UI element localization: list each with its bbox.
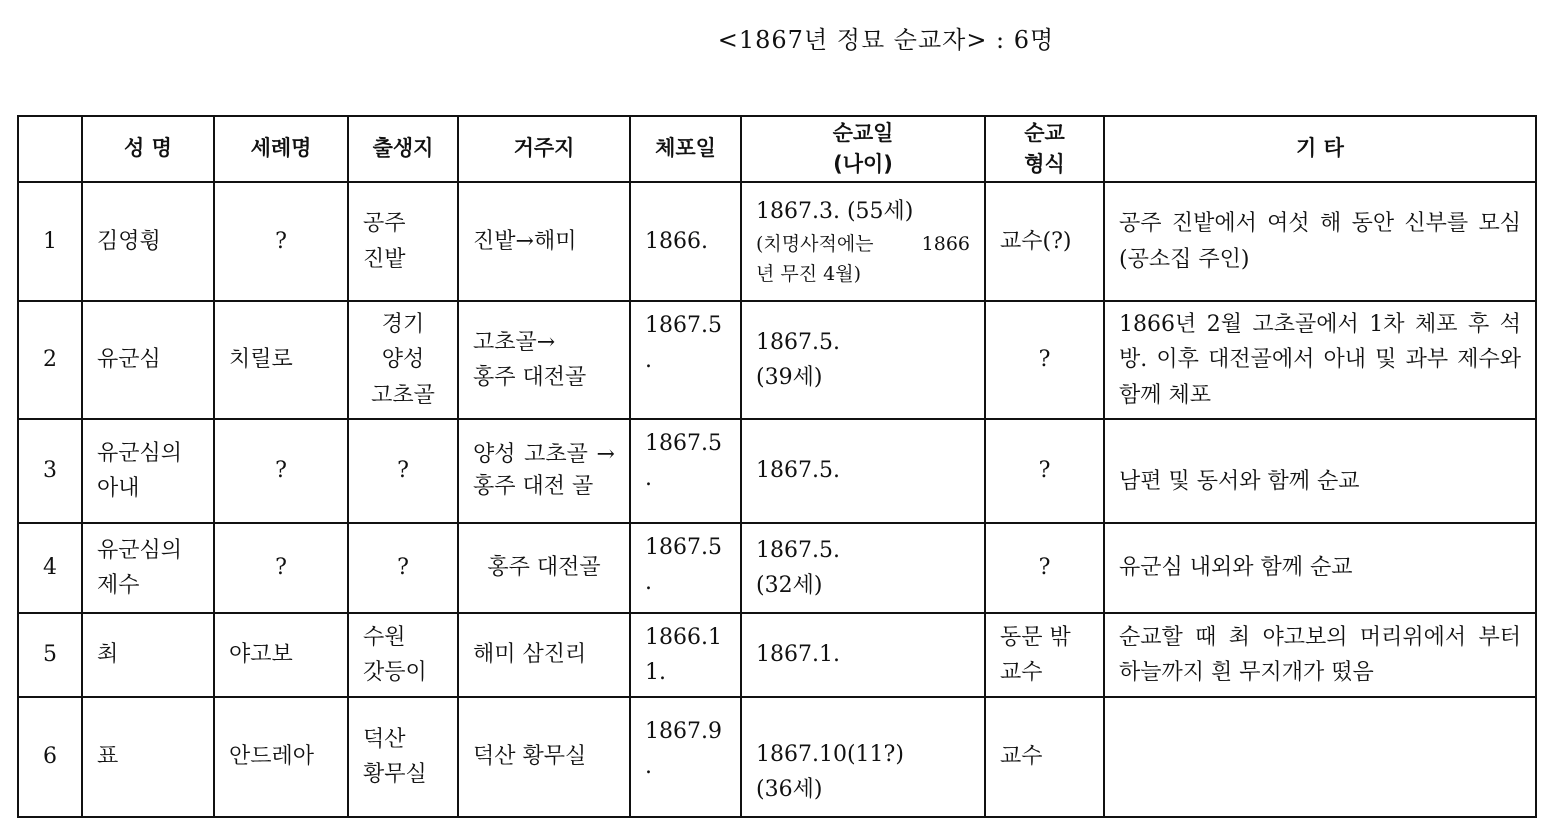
name-cell: 최 [82,613,214,697]
birthplace-cell: ? [348,419,458,523]
name-cell: 유군심 [82,301,214,419]
residence-cell: 홍주 대전골 [458,523,630,613]
baptismal-name-cell: 치릴로 [214,301,348,419]
martyrdom-date-line2: (39세) [756,365,823,390]
header-name: 성 명 [82,116,214,182]
martyrdom-date-line1: 1867.10(11?) [756,741,904,767]
header-martyrdom-form-line1: 순교 [1024,120,1065,145]
row-number: 6 [18,697,82,817]
martyrdom-date-cell: 1867.5. [741,419,985,523]
table-row [18,419,1536,523]
birthplace-cell: 수원 갓등이 [348,613,458,697]
table-row [18,301,1536,419]
residence-cell: 고초골→ 홍주 대전골 [458,301,630,419]
birthplace-cell: 공주 진밭 [348,182,458,301]
martyrdom-form-cell: ? [985,419,1104,523]
baptismal-name-cell: ? [214,523,348,613]
header-row [18,116,1536,182]
residence-cell: 해미 삼진리 [458,613,630,697]
residence-cell: 양성 고초골 →홍주 대전 골 [458,419,630,523]
row-number: 4 [18,523,82,613]
residence-cell: 진밭→해미 [458,182,630,301]
etc-cell: 순교할 때 최 야고보의 머리위에서 부터 하늘까지 흰 무지개가 떴음 [1104,613,1536,697]
baptismal-name-cell: ? [214,419,348,523]
arrest-date-cell: 1866.1 1. [630,613,741,697]
martyrdom-date-line3: 년 무진 4월) [756,263,861,286]
martyrdom-form-cell: 교수(?) [985,182,1104,301]
page-title: <1867년 정묘 순교자> : 6명 [717,26,1055,54]
arrest-date-cell: 1867.5 . [630,523,741,613]
martyrdom-date-line1: 1867.5. [756,537,840,563]
martyrdom-date-line2: (36세) [756,777,823,802]
arrest-date-cell: 1867.5 . [630,419,741,523]
birthplace-cell: 덕산 황무실 [348,697,458,817]
martyrdom-date-cell [741,697,985,817]
baptismal-name-cell: 야고보 [214,613,348,697]
arrest-date-cell: 1867.5 . [630,301,741,419]
martyrdom-form-cell: 동문 밖 교수 [985,613,1104,697]
baptismal-name-cell: ? [214,182,348,301]
row-number: 1 [18,182,82,301]
etc-cell: 유군심 내외와 함께 순교 [1104,523,1536,613]
header-etc: 기 타 [1104,116,1536,182]
header-birthplace: 출생지 [348,116,458,182]
martyrdom-form-cell: ? [985,523,1104,613]
table-row [18,182,1536,301]
martyrs-table [17,115,1537,818]
header-no [18,116,82,182]
martyrdom-form-cell: ? [985,301,1104,419]
etc-cell: 공주 진밭에서 여섯 해 동안 신부를 모심(공소집 주인) [1104,182,1536,301]
table-row [18,613,1536,697]
martyrdom-date-cell [741,301,985,419]
residence-cell: 덕산 황무실 [458,697,630,817]
martyrdom-date-line1: 1867.5. [756,329,840,355]
martyrdom-date-cell: 1867.1. [741,613,985,697]
table-row [18,523,1536,613]
name-cell: 유군심의 아내 [82,419,214,523]
header-baptismal-name: 세례명 [214,116,348,182]
arrest-date-cell: 1867.9 . [630,697,741,817]
row-number: 5 [18,613,82,697]
header-arrest-date: 체포일 [630,116,741,182]
martyrdom-date-line2: (32세) [756,573,823,598]
etc-cell [1104,697,1536,817]
martyrdom-date-cell [741,523,985,613]
etc-cell: 1866년 2월 고초골에서 1차 체포 후 석방. 이후 대전골에서 아내 및 과부 제수와 함께 체포 [1104,301,1536,419]
name-cell: 유군심의 제수 [82,523,214,613]
header-martyrdom-date-line1: 순교일 [832,120,894,145]
arrest-date-cell: 1866. [630,182,741,301]
header-martyrdom-date [741,116,985,182]
martyrdom-form-cell: 교수 [985,697,1104,817]
birthplace-cell: 경기 양성 고초골 [348,301,458,419]
name-cell: 김영휭 [82,182,214,301]
row-number: 2 [18,301,82,419]
etc-cell: 남편 및 동서와 함께 순교 [1104,419,1536,523]
header-residence: 거주지 [458,116,630,182]
martyrdom-date-line1: 1867.3. (55세) [756,198,914,224]
header-martyrdom-date-line2: (나이) [833,152,893,176]
header-martyrdom-form-line2: 형식 [1024,152,1065,176]
martyrdom-date-line2: (치명사적에는 1866 [756,232,970,255]
row-number: 3 [18,419,82,523]
birthplace-cell: ? [348,523,458,613]
header-martyrdom-form [985,116,1104,182]
name-cell: 표 [82,697,214,817]
martyrdom-date-cell [741,182,985,301]
baptismal-name-cell: 안드레아 [214,697,348,817]
table-row [18,697,1536,817]
